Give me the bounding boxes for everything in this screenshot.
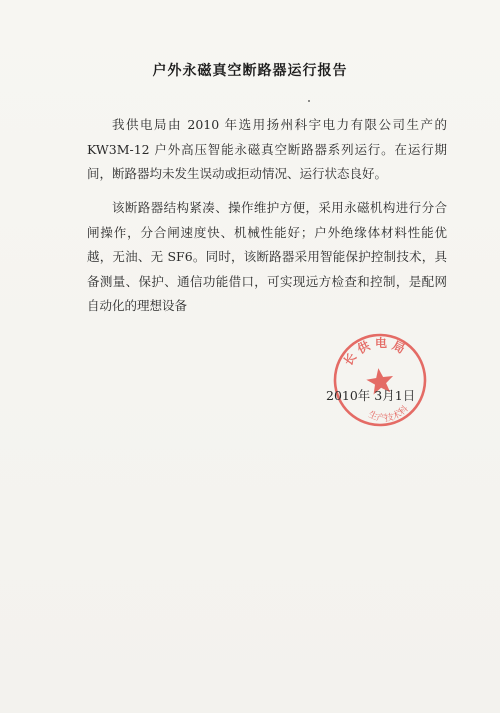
document-date: 2010年 3月1日 [326, 388, 416, 403]
seal-text-top: 长 供 电 局 [340, 336, 408, 369]
seal-text-bottom: 生产技术科 [366, 404, 411, 425]
body-paragraph-2: 该断路器结构紧凑、操作维护方便，采用永磁机构进行分合闸操作，分合闸速度快、机械性能好；户外绝缘体材料性能优越，无油、无 SF6。同时，该断路器采用智能保护控制技术，具备测量、保护、通信功能借口，可实现远方检查和控制，是配网自动化的理想设备 [87, 200, 447, 313]
official-seal [330, 330, 430, 430]
document-title: 户外永磁真空断路器运行报告 [152, 63, 348, 79]
scan-speck [308, 100, 310, 102]
body-paragraph-1: 我供电局由 2010 年选用扬州科宇电力有限公司生产的KW3M-12 户外高压智能永磁真空断路器系列运行。在运行期间，断路器均未发生误动或拒动情况、运行状态良好。 [87, 117, 447, 181]
